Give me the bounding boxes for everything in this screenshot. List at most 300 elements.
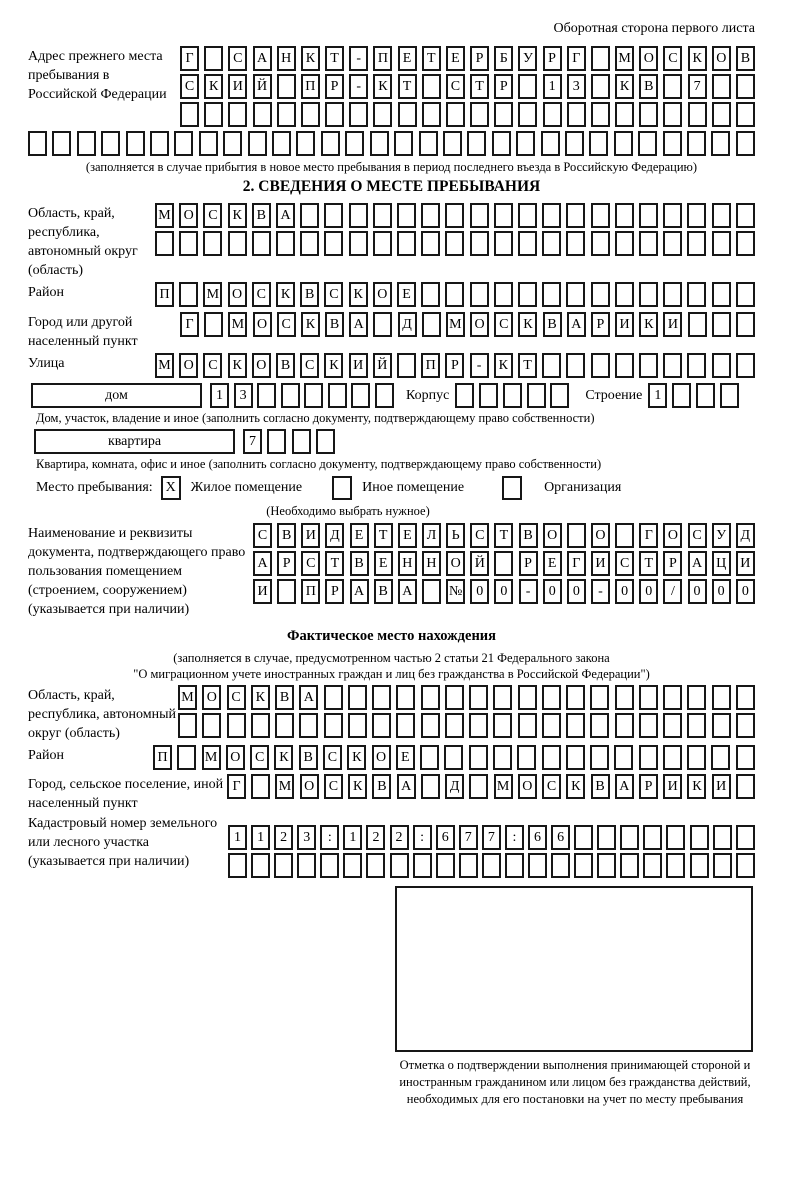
- char-cell[interactable]: [421, 231, 440, 256]
- char-cell[interactable]: [493, 713, 512, 738]
- char-cell[interactable]: 1: [210, 383, 229, 408]
- char-cell[interactable]: И: [736, 551, 755, 576]
- char-cell[interactable]: 2: [390, 825, 409, 850]
- char-cell[interactable]: [711, 131, 730, 156]
- char-cell[interactable]: Т: [422, 46, 441, 71]
- char-cell[interactable]: [736, 102, 755, 127]
- char-cell[interactable]: К: [494, 353, 513, 378]
- char-cell[interactable]: [620, 825, 639, 850]
- char-cell[interactable]: [591, 353, 610, 378]
- char-cell[interactable]: [615, 353, 634, 378]
- char-cell[interactable]: [101, 131, 120, 156]
- char-cell[interactable]: 6: [528, 825, 547, 850]
- char-cell[interactable]: [202, 713, 221, 738]
- char-cell[interactable]: [639, 353, 658, 378]
- char-cell[interactable]: А: [398, 579, 417, 604]
- char-cell[interactable]: [663, 203, 682, 228]
- char-cell[interactable]: [373, 203, 392, 228]
- char-cell[interactable]: Е: [374, 551, 393, 576]
- char-cell[interactable]: [615, 231, 634, 256]
- char-cell[interactable]: [666, 853, 685, 878]
- char-cell[interactable]: [687, 713, 706, 738]
- char-cell[interactable]: [687, 282, 706, 307]
- char-cell[interactable]: К: [348, 774, 367, 799]
- char-cell[interactable]: С: [494, 312, 513, 337]
- char-cell[interactable]: [565, 131, 584, 156]
- char-cell[interactable]: О: [252, 353, 271, 378]
- char-cell[interactable]: 2: [274, 825, 293, 850]
- char-cell[interactable]: [204, 312, 223, 337]
- char-cell[interactable]: [469, 745, 488, 770]
- char-cell[interactable]: [687, 685, 706, 710]
- char-cell[interactable]: [494, 282, 513, 307]
- char-cell[interactable]: [126, 131, 145, 156]
- char-cell[interactable]: [493, 745, 512, 770]
- char-cell[interactable]: А: [350, 579, 369, 604]
- char-cell[interactable]: -: [470, 353, 489, 378]
- char-cell[interactable]: [272, 131, 291, 156]
- char-cell[interactable]: [643, 825, 662, 850]
- char-cell[interactable]: [324, 203, 343, 228]
- char-cell[interactable]: [672, 383, 691, 408]
- char-cell[interactable]: [444, 745, 463, 770]
- char-cell[interactable]: [620, 853, 639, 878]
- char-cell[interactable]: [736, 853, 755, 878]
- char-cell[interactable]: Л: [422, 523, 441, 548]
- char-cell[interactable]: [372, 685, 391, 710]
- char-cell[interactable]: К: [615, 74, 634, 99]
- char-cell[interactable]: [274, 853, 293, 878]
- char-cell[interactable]: [615, 102, 634, 127]
- char-cell[interactable]: [277, 74, 296, 99]
- char-cell[interactable]: [180, 102, 199, 127]
- char-cell[interactable]: Б: [494, 46, 513, 71]
- char-cell[interactable]: М: [202, 745, 221, 770]
- char-cell[interactable]: Т: [518, 353, 537, 378]
- char-cell[interactable]: [736, 282, 755, 307]
- char-cell[interactable]: М: [155, 353, 174, 378]
- char-cell[interactable]: [712, 685, 731, 710]
- char-cell[interactable]: К: [228, 203, 247, 228]
- char-cell[interactable]: [150, 131, 169, 156]
- char-cell[interactable]: [736, 825, 755, 850]
- char-cell[interactable]: [370, 131, 389, 156]
- char-cell[interactable]: О: [253, 312, 272, 337]
- char-cell[interactable]: В: [519, 523, 538, 548]
- char-cell[interactable]: [470, 203, 489, 228]
- char-cell[interactable]: С: [203, 353, 222, 378]
- char-cell[interactable]: Ц: [712, 551, 731, 576]
- char-cell[interactable]: Г: [227, 774, 246, 799]
- char-cell[interactable]: О: [372, 745, 391, 770]
- char-cell[interactable]: Е: [446, 46, 465, 71]
- char-cell[interactable]: [300, 231, 319, 256]
- char-cell[interactable]: [467, 131, 486, 156]
- char-cell[interactable]: [639, 282, 658, 307]
- char-cell[interactable]: 2: [366, 825, 385, 850]
- char-cell[interactable]: [443, 131, 462, 156]
- char-cell[interactable]: [304, 383, 323, 408]
- char-cell[interactable]: [591, 231, 610, 256]
- char-cell[interactable]: А: [349, 312, 368, 337]
- char-cell[interactable]: [204, 46, 223, 71]
- char-cell[interactable]: [663, 745, 682, 770]
- char-cell[interactable]: С: [180, 74, 199, 99]
- char-cell[interactable]: [736, 312, 755, 337]
- char-cell[interactable]: М: [203, 282, 222, 307]
- char-cell[interactable]: И: [228, 74, 247, 99]
- char-cell[interactable]: [591, 74, 610, 99]
- char-cell[interactable]: [589, 131, 608, 156]
- char-cell[interactable]: [687, 131, 706, 156]
- char-cell[interactable]: В: [591, 774, 610, 799]
- char-cell[interactable]: [590, 713, 609, 738]
- char-cell[interactable]: [591, 46, 610, 71]
- char-cell[interactable]: 0: [567, 579, 586, 604]
- char-cell[interactable]: М: [178, 685, 197, 710]
- char-cell[interactable]: А: [688, 551, 707, 576]
- char-cell[interactable]: [324, 231, 343, 256]
- char-cell[interactable]: [541, 131, 560, 156]
- char-cell[interactable]: [492, 131, 511, 156]
- char-cell[interactable]: [663, 102, 682, 127]
- char-cell[interactable]: 6: [551, 825, 570, 850]
- char-cell[interactable]: [257, 383, 276, 408]
- char-cell[interactable]: [494, 551, 513, 576]
- char-cell[interactable]: [421, 203, 440, 228]
- char-cell[interactable]: -: [591, 579, 610, 604]
- char-cell[interactable]: 0: [470, 579, 489, 604]
- char-cell[interactable]: [639, 203, 658, 228]
- stay-option-residential-checkbox[interactable]: X: [161, 476, 181, 500]
- char-cell[interactable]: И: [349, 353, 368, 378]
- char-cell[interactable]: К: [324, 353, 343, 378]
- char-cell[interactable]: Т: [470, 74, 489, 99]
- char-cell[interactable]: [663, 131, 682, 156]
- char-cell[interactable]: [179, 231, 198, 256]
- char-cell[interactable]: К: [688, 46, 707, 71]
- char-cell[interactable]: В: [300, 282, 319, 307]
- char-cell[interactable]: [446, 102, 465, 127]
- char-cell[interactable]: [591, 282, 610, 307]
- char-cell[interactable]: [542, 713, 561, 738]
- char-cell[interactable]: [590, 745, 609, 770]
- char-cell[interactable]: [528, 853, 547, 878]
- char-cell[interactable]: [516, 131, 535, 156]
- char-cell[interactable]: 1: [251, 825, 270, 850]
- char-cell[interactable]: [422, 579, 441, 604]
- char-cell[interactable]: [203, 231, 222, 256]
- char-cell[interactable]: [542, 353, 561, 378]
- char-cell[interactable]: [422, 312, 441, 337]
- char-cell[interactable]: [518, 713, 537, 738]
- char-cell[interactable]: [445, 685, 464, 710]
- char-cell[interactable]: Р: [543, 46, 562, 71]
- char-cell[interactable]: С: [300, 353, 319, 378]
- char-cell[interactable]: [615, 203, 634, 228]
- char-cell[interactable]: [591, 102, 610, 127]
- char-cell[interactable]: Р: [519, 551, 538, 576]
- char-cell[interactable]: В: [252, 203, 271, 228]
- char-cell[interactable]: [252, 231, 271, 256]
- char-cell[interactable]: С: [277, 312, 296, 337]
- char-cell[interactable]: С: [324, 282, 343, 307]
- char-cell[interactable]: [228, 853, 247, 878]
- char-cell[interactable]: 0: [688, 579, 707, 604]
- char-cell[interactable]: Г: [180, 46, 199, 71]
- char-cell[interactable]: О: [470, 312, 489, 337]
- char-cell[interactable]: С: [250, 745, 269, 770]
- char-cell[interactable]: [155, 231, 174, 256]
- char-cell[interactable]: И: [591, 551, 610, 576]
- char-cell[interactable]: Е: [398, 523, 417, 548]
- char-cell[interactable]: [567, 102, 586, 127]
- char-cell[interactable]: Т: [325, 46, 344, 71]
- char-cell[interactable]: О: [639, 46, 658, 71]
- char-cell[interactable]: Н: [422, 551, 441, 576]
- char-cell[interactable]: [736, 353, 755, 378]
- char-cell[interactable]: [366, 853, 385, 878]
- char-cell[interactable]: [470, 282, 489, 307]
- apartment-type-box[interactable]: квартира: [34, 429, 235, 454]
- char-cell[interactable]: Р: [494, 74, 513, 99]
- char-cell[interactable]: А: [567, 312, 586, 337]
- char-cell[interactable]: [413, 853, 432, 878]
- char-cell[interactable]: [296, 131, 315, 156]
- char-cell[interactable]: Г: [567, 46, 586, 71]
- char-cell[interactable]: С: [227, 685, 246, 710]
- char-cell[interactable]: С: [253, 523, 272, 548]
- char-cell[interactable]: [349, 231, 368, 256]
- char-cell[interactable]: А: [397, 774, 416, 799]
- char-cell[interactable]: О: [518, 774, 537, 799]
- char-cell[interactable]: У: [712, 523, 731, 548]
- char-cell[interactable]: К: [347, 745, 366, 770]
- char-cell[interactable]: [470, 231, 489, 256]
- char-cell[interactable]: Д: [736, 523, 755, 548]
- char-cell[interactable]: [325, 102, 344, 127]
- char-cell[interactable]: [663, 353, 682, 378]
- char-cell[interactable]: Н: [398, 551, 417, 576]
- char-cell[interactable]: [518, 74, 537, 99]
- char-cell[interactable]: [736, 74, 755, 99]
- char-cell[interactable]: [324, 713, 343, 738]
- char-cell[interactable]: [566, 282, 585, 307]
- stay-option-organization-checkbox[interactable]: [502, 476, 522, 500]
- char-cell[interactable]: [712, 282, 731, 307]
- char-cell[interactable]: К: [349, 282, 368, 307]
- char-cell[interactable]: [251, 713, 270, 738]
- char-cell[interactable]: [712, 203, 731, 228]
- char-cell[interactable]: [251, 853, 270, 878]
- char-cell[interactable]: Р: [325, 74, 344, 99]
- char-cell[interactable]: О: [446, 551, 465, 576]
- char-cell[interactable]: С: [203, 203, 222, 228]
- char-cell[interactable]: [615, 523, 634, 548]
- char-cell[interactable]: [736, 774, 755, 799]
- char-cell[interactable]: [690, 853, 709, 878]
- char-cell[interactable]: 7: [459, 825, 478, 850]
- char-cell[interactable]: 6: [436, 825, 455, 850]
- char-cell[interactable]: [550, 383, 569, 408]
- char-cell[interactable]: В: [277, 523, 296, 548]
- char-cell[interactable]: 3: [297, 825, 316, 850]
- char-cell[interactable]: К: [228, 353, 247, 378]
- char-cell[interactable]: [663, 231, 682, 256]
- char-cell[interactable]: [349, 102, 368, 127]
- char-cell[interactable]: С: [446, 74, 465, 99]
- char-cell[interactable]: И: [663, 774, 682, 799]
- char-cell[interactable]: -: [519, 579, 538, 604]
- char-cell[interactable]: В: [543, 312, 562, 337]
- char-cell[interactable]: 1: [648, 383, 667, 408]
- char-cell[interactable]: [542, 745, 561, 770]
- char-cell[interactable]: [469, 713, 488, 738]
- char-cell[interactable]: [445, 231, 464, 256]
- char-cell[interactable]: 3: [567, 74, 586, 99]
- char-cell[interactable]: [566, 353, 585, 378]
- char-cell[interactable]: С: [542, 774, 561, 799]
- char-cell[interactable]: С: [323, 745, 342, 770]
- char-cell[interactable]: М: [155, 203, 174, 228]
- char-cell[interactable]: И: [663, 312, 682, 337]
- char-cell[interactable]: В: [372, 774, 391, 799]
- char-cell[interactable]: М: [615, 46, 634, 71]
- char-cell[interactable]: Р: [639, 774, 658, 799]
- char-cell[interactable]: [713, 825, 732, 850]
- char-cell[interactable]: В: [325, 312, 344, 337]
- char-cell[interactable]: [643, 853, 662, 878]
- char-cell[interactable]: [713, 853, 732, 878]
- char-cell[interactable]: [419, 131, 438, 156]
- char-cell[interactable]: К: [301, 46, 320, 71]
- char-cell[interactable]: [639, 102, 658, 127]
- char-cell[interactable]: В: [350, 551, 369, 576]
- char-cell[interactable]: [566, 231, 585, 256]
- char-cell[interactable]: [505, 853, 524, 878]
- char-cell[interactable]: С: [470, 523, 489, 548]
- char-cell[interactable]: О: [202, 685, 221, 710]
- char-cell[interactable]: -: [349, 46, 368, 71]
- char-cell[interactable]: [420, 745, 439, 770]
- char-cell[interactable]: [615, 713, 634, 738]
- char-cell[interactable]: [638, 131, 657, 156]
- char-cell[interactable]: 0: [494, 579, 513, 604]
- char-cell[interactable]: В: [374, 579, 393, 604]
- char-cell[interactable]: А: [253, 551, 272, 576]
- char-cell[interactable]: [712, 713, 731, 738]
- char-cell[interactable]: 0: [615, 579, 634, 604]
- char-cell[interactable]: [590, 685, 609, 710]
- char-cell[interactable]: [396, 713, 415, 738]
- char-cell[interactable]: [373, 231, 392, 256]
- char-cell[interactable]: Р: [470, 46, 489, 71]
- char-cell[interactable]: [373, 312, 392, 337]
- char-cell[interactable]: [712, 231, 731, 256]
- char-cell[interactable]: К: [301, 312, 320, 337]
- char-cell[interactable]: П: [153, 745, 172, 770]
- char-cell[interactable]: 0: [712, 579, 731, 604]
- char-cell[interactable]: [276, 231, 295, 256]
- char-cell[interactable]: [199, 131, 218, 156]
- char-cell[interactable]: О: [543, 523, 562, 548]
- char-cell[interactable]: [228, 102, 247, 127]
- char-cell[interactable]: Й: [373, 353, 392, 378]
- house-type-box[interactable]: дом: [31, 383, 202, 408]
- char-cell[interactable]: :: [413, 825, 432, 850]
- char-cell[interactable]: К: [373, 74, 392, 99]
- char-cell[interactable]: А: [299, 685, 318, 710]
- char-cell[interactable]: П: [155, 282, 174, 307]
- char-cell[interactable]: 1: [343, 825, 362, 850]
- char-cell[interactable]: [574, 853, 593, 878]
- char-cell[interactable]: [390, 853, 409, 878]
- char-cell[interactable]: О: [228, 282, 247, 307]
- char-cell[interactable]: [597, 853, 616, 878]
- char-cell[interactable]: [712, 353, 731, 378]
- char-cell[interactable]: [736, 231, 755, 256]
- char-cell[interactable]: [267, 429, 286, 454]
- char-cell[interactable]: Д: [398, 312, 417, 337]
- char-cell[interactable]: [300, 203, 319, 228]
- char-cell[interactable]: [542, 685, 561, 710]
- char-cell[interactable]: О: [591, 523, 610, 548]
- char-cell[interactable]: :: [505, 825, 524, 850]
- char-cell[interactable]: [591, 203, 610, 228]
- char-cell[interactable]: [422, 102, 441, 127]
- char-cell[interactable]: К: [566, 774, 585, 799]
- char-cell[interactable]: [614, 131, 633, 156]
- char-cell[interactable]: 7: [243, 429, 262, 454]
- char-cell[interactable]: О: [663, 523, 682, 548]
- char-cell[interactable]: [373, 102, 392, 127]
- char-cell[interactable]: [421, 713, 440, 738]
- char-cell[interactable]: [666, 825, 685, 850]
- char-cell[interactable]: Н: [277, 46, 296, 71]
- char-cell[interactable]: [349, 203, 368, 228]
- char-cell[interactable]: [567, 523, 586, 548]
- char-cell[interactable]: Ь: [446, 523, 465, 548]
- char-cell[interactable]: [328, 383, 347, 408]
- char-cell[interactable]: [518, 282, 537, 307]
- char-cell[interactable]: 0: [543, 579, 562, 604]
- char-cell[interactable]: С: [301, 551, 320, 576]
- char-cell[interactable]: Е: [397, 282, 416, 307]
- char-cell[interactable]: [436, 853, 455, 878]
- char-cell[interactable]: [445, 203, 464, 228]
- char-cell[interactable]: [174, 131, 193, 156]
- stay-option-other-checkbox[interactable]: [332, 476, 352, 500]
- char-cell[interactable]: Г: [180, 312, 199, 337]
- char-cell[interactable]: П: [421, 353, 440, 378]
- char-cell[interactable]: В: [275, 685, 294, 710]
- char-cell[interactable]: [494, 203, 513, 228]
- char-cell[interactable]: [479, 383, 498, 408]
- char-cell[interactable]: [228, 231, 247, 256]
- char-cell[interactable]: [178, 713, 197, 738]
- char-cell[interactable]: [281, 383, 300, 408]
- char-cell[interactable]: О: [712, 46, 731, 71]
- char-cell[interactable]: [736, 685, 755, 710]
- char-cell[interactable]: [736, 713, 755, 738]
- char-cell[interactable]: О: [179, 203, 198, 228]
- char-cell[interactable]: А: [276, 203, 295, 228]
- char-cell[interactable]: О: [300, 774, 319, 799]
- char-cell[interactable]: [663, 713, 682, 738]
- char-cell[interactable]: И: [615, 312, 634, 337]
- char-cell[interactable]: Т: [398, 74, 417, 99]
- char-cell[interactable]: [690, 825, 709, 850]
